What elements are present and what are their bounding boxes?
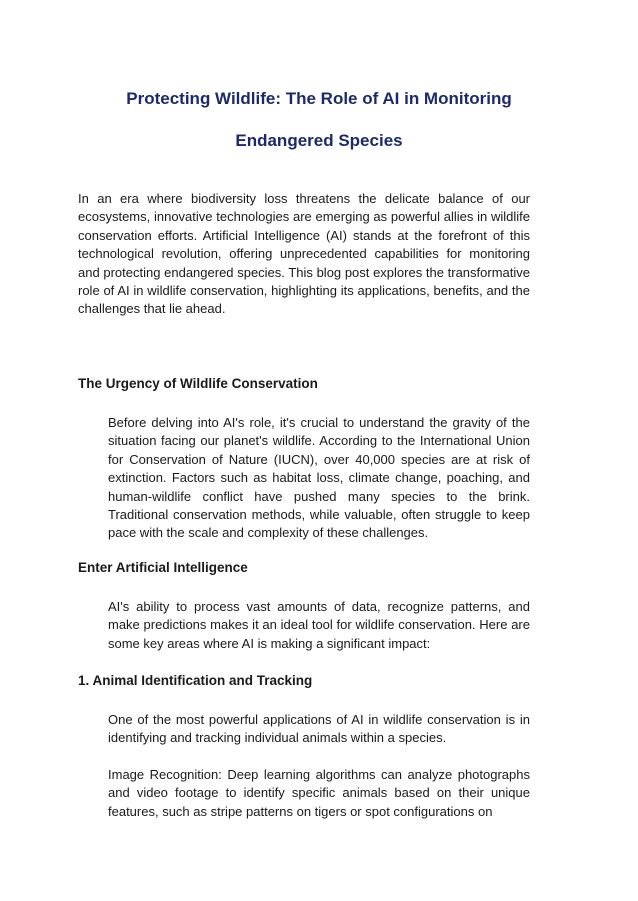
section-paragraph-identification-1: One of the most powerful applications of AI in wildlife conservation is in identifying and tracking individual animals within a species. bbox=[108, 712, 530, 746]
section-paragraph-identification-2: Image Recognition: Deep learning algorithms can analyze photographs and video footage to identify specific animals based on their unique features, such as stripe patterns on tigers or spot configurations on bbox=[108, 767, 530, 819]
intro-paragraph: In an era where biodiversity loss threatens the delicate balance of our ecosystems, innovative technologies are emerging as powerful allies in wildlife conservation efforts. Artificial Intelligence (AI) stands at the forefront of this technological revolution, offering unprecedented capabilities for monitoring and protecting endangered species. This blog post explores the transformative role of AI in wildlife conservation, highlighting its applications, benefits, and the challenges that lie ahead. bbox=[78, 191, 530, 317]
section-paragraph-enter-ai: AI's ability to process vast amounts of data, recognize patterns, and make predictions makes it an ideal tool for wildlife conservation. Here are some key areas where AI is making a significant impact: bbox=[108, 599, 530, 651]
document-title-line-2: Endangered Species bbox=[235, 131, 403, 150]
section-heading-urgency: The Urgency of Wildlife Conservation bbox=[78, 376, 318, 391]
section-heading-identification: 1. Animal Identification and Tracking bbox=[78, 673, 313, 688]
section-heading-enter-ai: Enter Artificial Intelligence bbox=[78, 560, 248, 575]
document-title-line-1: Protecting Wildlife: The Role of AI in Monitoring bbox=[126, 89, 512, 108]
section-paragraph-urgency: Before delving into AI's role, it's crucial to understand the gravity of the situation facing our planet's wildlife. According to the International Union for Conservation of Nature (IUCN), over 40,000 species are at risk of extinction. Factors such as habitat loss, climate change, poaching, and human-wildlife conflict have pushed many species to the brink. Traditional conservation methods, while valuable, often struggle to keep pace with the scale and complexity of these challenges. bbox=[108, 415, 530, 541]
